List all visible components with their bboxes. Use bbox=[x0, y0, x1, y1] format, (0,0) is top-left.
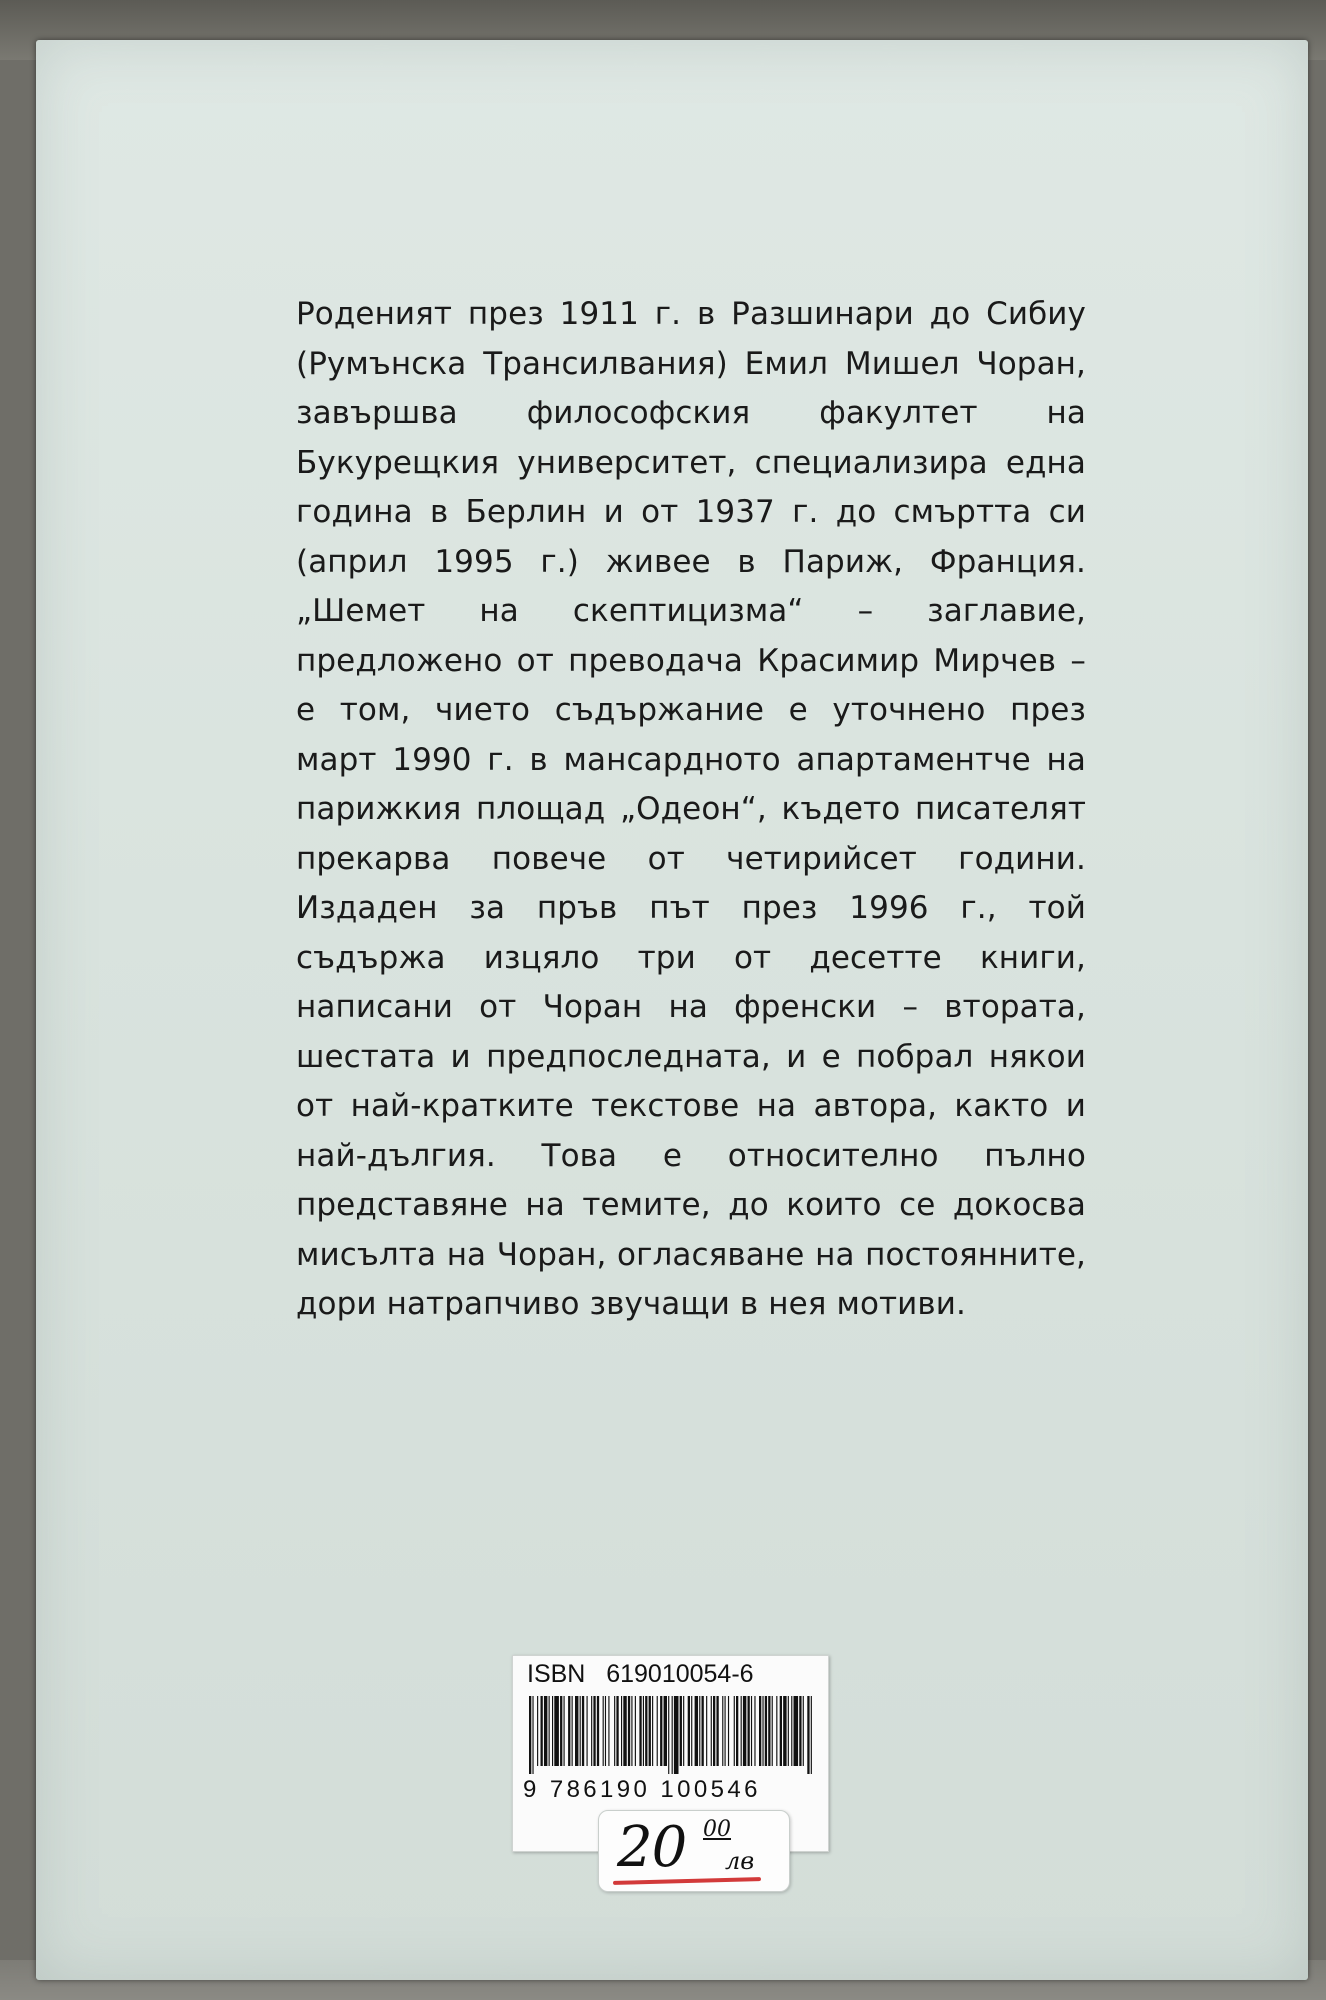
barcode-bar bbox=[532, 1696, 533, 1774]
barcode-bar bbox=[811, 1696, 812, 1774]
barcode-bar bbox=[591, 1696, 592, 1766]
barcode-bar bbox=[564, 1696, 565, 1766]
isbn-line bbox=[527, 1660, 754, 1689]
barcode-bar bbox=[807, 1696, 809, 1774]
barcode-bar bbox=[643, 1696, 644, 1766]
barcode-bar bbox=[605, 1696, 606, 1766]
barcode-bar bbox=[616, 1696, 618, 1766]
barcode-bar bbox=[628, 1696, 630, 1766]
isbn-number: 619010054-6 bbox=[606, 1660, 754, 1688]
price-sticker bbox=[598, 1810, 790, 1892]
barcode-bar bbox=[716, 1696, 718, 1766]
barcode-bar bbox=[743, 1696, 746, 1766]
barcode-bar bbox=[587, 1696, 588, 1766]
barcode-bar bbox=[695, 1696, 698, 1766]
barcode-bar bbox=[645, 1696, 647, 1766]
barcode-bar bbox=[748, 1696, 750, 1766]
barcode-bar bbox=[765, 1696, 767, 1766]
isbn-label: ISBN bbox=[527, 1660, 586, 1688]
barcode-bar bbox=[683, 1696, 684, 1766]
barcode-bar bbox=[568, 1696, 570, 1766]
barcode-bar bbox=[560, 1696, 562, 1766]
barcode-bar bbox=[668, 1696, 669, 1774]
barcode-bar bbox=[580, 1696, 581, 1766]
barcode-bar bbox=[639, 1696, 641, 1766]
barcode-bar bbox=[803, 1696, 804, 1766]
barcode-bar bbox=[593, 1696, 595, 1766]
barcode bbox=[527, 1696, 814, 1774]
barcode-bar bbox=[631, 1696, 632, 1766]
barcode-bar bbox=[791, 1696, 792, 1766]
barcode-bar bbox=[554, 1696, 559, 1766]
barcode-bar bbox=[713, 1696, 715, 1766]
barcode-bar bbox=[614, 1696, 615, 1766]
barcode-bar bbox=[722, 1696, 723, 1766]
barcode-bar bbox=[544, 1696, 547, 1766]
barcode-bar bbox=[788, 1696, 789, 1766]
barcode-bar bbox=[537, 1696, 538, 1766]
barcode-bar bbox=[768, 1696, 770, 1766]
barcode-bar bbox=[776, 1696, 777, 1766]
barcode-bar bbox=[549, 1696, 550, 1766]
price-currency: лв bbox=[725, 1847, 755, 1875]
barcode-bar bbox=[552, 1696, 553, 1766]
barcode-bar bbox=[734, 1696, 735, 1766]
barcode-bar bbox=[780, 1696, 782, 1766]
barcode-bar bbox=[672, 1696, 673, 1774]
barcode-bar bbox=[541, 1696, 543, 1766]
book-blurb: Роденият през 1911 г. в Разшинари до Сибиу (Румънска Трансилвания) Емил Мишел Чоран, завършва философския факултет на Букурещкия университет, специализира една година в Берлин и от 1937 г. до смъртта си (април 1995 г.) живее в Париж, Франция. „Шемет на скептицизма“ – заглавие, предложено от преводача Красимир Мирчев – е том, чието съдържание е уточнено през март 1990 г. в мансардното апартаментче на парижкия площад „Одеон“, където писателят прекарва повече от четирийсет години. Издаден за пръв път през 1996 г., той съдържа изцяло три от десетте книги, написани от Чоран на френски – втората, шестата и предпоследната, и е побрал някои от най-кратките текстове на автора, както и най-дългия. Това е относително пълно представяне на темите, до които се докосва мисълта на Чоран, огласяване на постоянните, дори натрапчиво звучащи в нея мотиви. bbox=[296, 296, 1086, 1322]
barcode-bar bbox=[603, 1696, 604, 1766]
barcode-bar bbox=[794, 1696, 799, 1766]
barcode-bar bbox=[691, 1696, 692, 1766]
barcode-bar bbox=[660, 1696, 662, 1766]
barcode-bar bbox=[706, 1696, 707, 1766]
barcode-bar bbox=[621, 1696, 622, 1766]
barcode-bar bbox=[799, 1696, 801, 1766]
barcode-digits: 9 786190 100546 bbox=[523, 1776, 761, 1803]
barcode-bar bbox=[572, 1696, 573, 1766]
barcode-bar bbox=[649, 1696, 651, 1766]
barcode-bar bbox=[759, 1696, 761, 1766]
barcode-bar bbox=[702, 1696, 704, 1766]
barcode-bar bbox=[728, 1696, 729, 1766]
barcode-bar bbox=[582, 1696, 584, 1766]
barcode-bar bbox=[635, 1696, 636, 1766]
barcode-bar bbox=[664, 1696, 667, 1766]
barcode-bar bbox=[652, 1696, 653, 1766]
barcode-bar bbox=[623, 1696, 626, 1766]
barcode-bar bbox=[725, 1696, 726, 1766]
price-cents: 00 bbox=[703, 1817, 731, 1842]
barcode-bar bbox=[754, 1696, 755, 1766]
barcode-bar bbox=[762, 1696, 763, 1766]
barcode-bar bbox=[680, 1696, 682, 1766]
barcode-bar bbox=[657, 1696, 658, 1766]
barcode-bar bbox=[688, 1696, 690, 1766]
barcode-bar bbox=[751, 1696, 752, 1766]
barcode-bar bbox=[711, 1696, 712, 1766]
barcode-bar bbox=[736, 1696, 738, 1766]
barcode-bar bbox=[597, 1696, 599, 1766]
barcode-bar bbox=[772, 1696, 773, 1766]
barcode-bar bbox=[674, 1696, 679, 1774]
barcode-bar bbox=[783, 1696, 786, 1766]
barcode-bar bbox=[741, 1696, 742, 1766]
barcode-bar bbox=[699, 1696, 700, 1766]
barcode-bar bbox=[529, 1696, 531, 1774]
barcode-bar bbox=[575, 1696, 578, 1766]
barcode-bar bbox=[608, 1696, 609, 1766]
price-value: 20 bbox=[617, 1815, 687, 1880]
